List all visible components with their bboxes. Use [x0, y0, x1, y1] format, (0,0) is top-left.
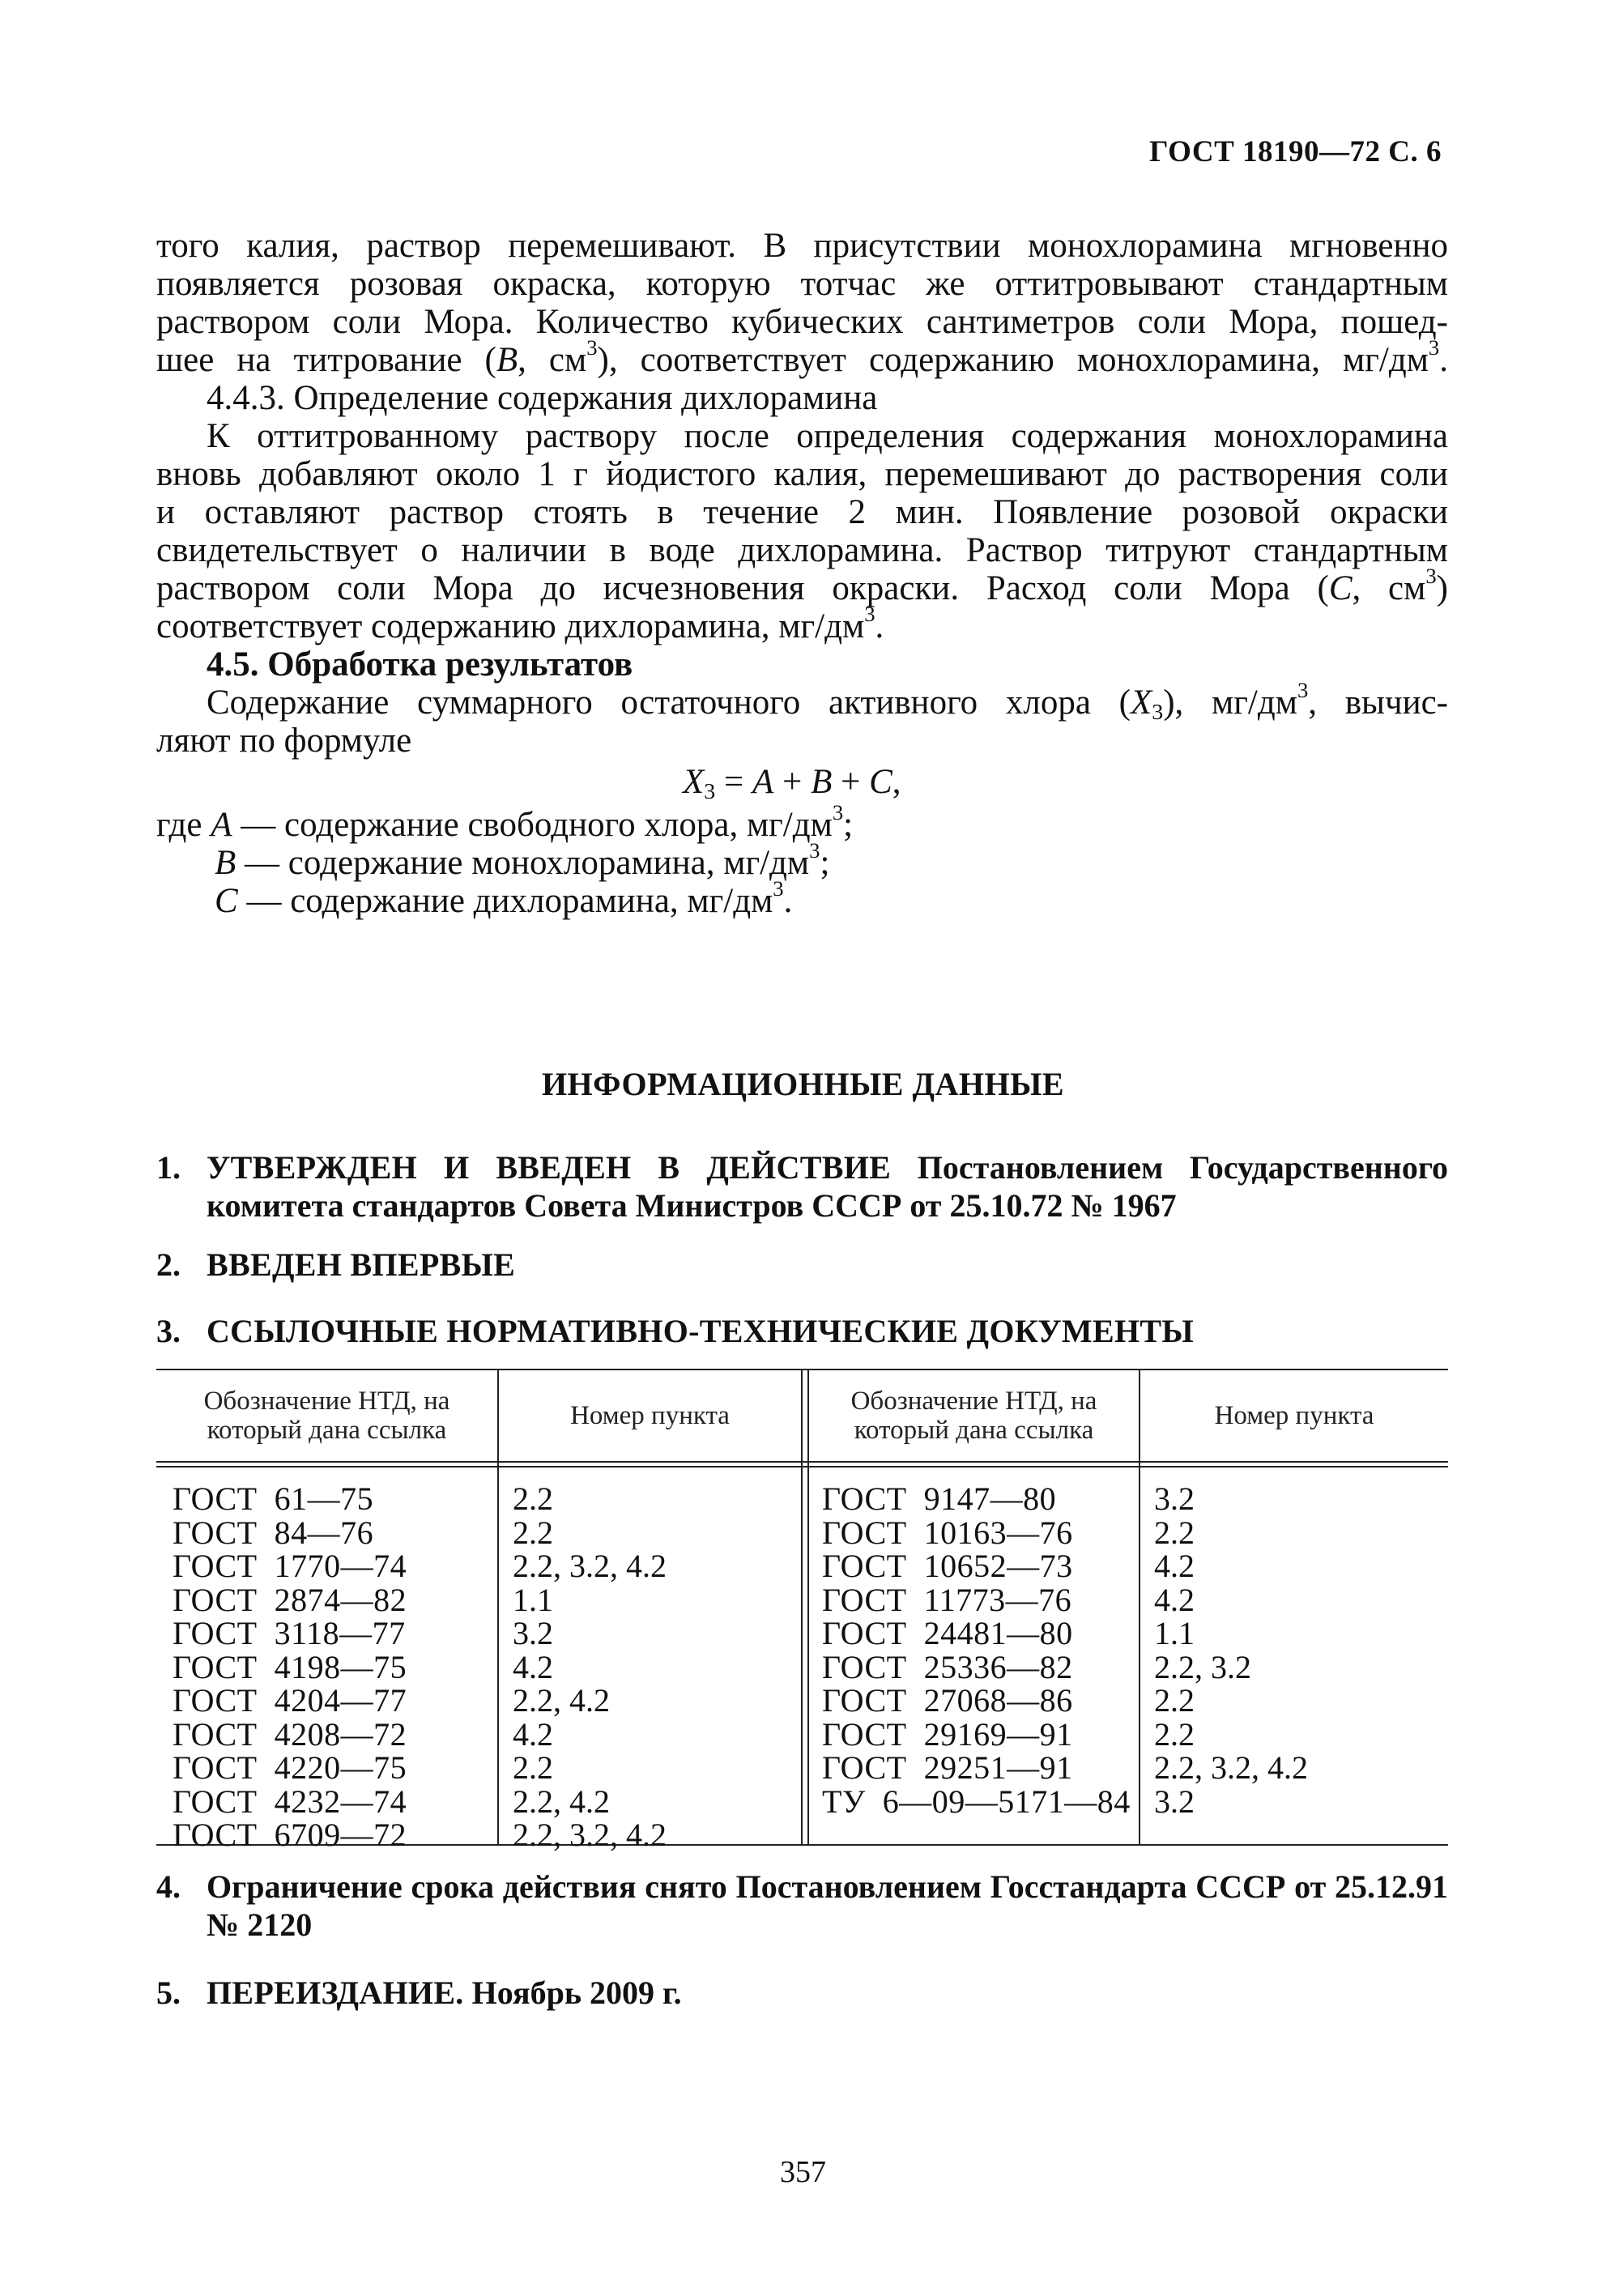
paragraph-line [156, 335, 1448, 379]
subscript: 3 [1152, 699, 1164, 725]
table-cell: ГОСТ 6709—72 [173, 1817, 407, 1853]
left-point-column [513, 1482, 667, 1852]
paragraph-line: вновь добавляют около 1 г йодистого калия, перемешивают до растворения соли [156, 455, 1448, 493]
paragraph-line [156, 678, 1448, 725]
formula-legend-b [156, 838, 1448, 882]
item-number: 3. [156, 1313, 181, 1349]
variable: A [211, 806, 232, 844]
item-text: ССЫЛОЧНЫЕ НОРМАТИВНО-ТЕХНИЧЕСКИЕ ДОКУМЕНТЫ [207, 1313, 1194, 1349]
variable: X [1130, 684, 1152, 722]
table-cell: 1.1 [513, 1581, 553, 1618]
table-cell: 2.2, 4.2 [513, 1783, 610, 1820]
text-run: раствором соли Мора до исчезновения окраски. Расход соли Мора ( [156, 569, 1329, 607]
table-cell: 2.2 [513, 1749, 553, 1786]
header-text: Номер пункта [1214, 1401, 1374, 1430]
table-cell: ГОСТ 25336—82 [822, 1648, 1073, 1685]
item-text [207, 1974, 1448, 2012]
superscript: 3 [809, 838, 820, 863]
table-cell: 3.2 [1154, 1783, 1195, 1820]
table-cell: ГОСТ 4204—77 [173, 1682, 407, 1719]
text-run: . [875, 607, 884, 645]
table-cell: 2.2 [513, 1480, 553, 1517]
running-header: ГОСТ 18190—72 С. 6 [1149, 135, 1442, 168]
table-cell: ГОСТ 3118—77 [173, 1615, 406, 1651]
text-run: + [832, 763, 870, 801]
paragraph-line: того калия, раствор перемешивают. В присутствии монохлорамина мгновенно [156, 227, 1448, 265]
text-run: ; [843, 806, 854, 844]
item-text: ВВЕДЕН ВПЕРВЫЕ [207, 1246, 516, 1283]
header-text: Номер пункта [570, 1401, 730, 1430]
table-cell: 2.2, 3.2 [1154, 1648, 1251, 1685]
formula [156, 763, 1448, 804]
formula-variable: B [811, 763, 833, 801]
text-run: соответствует содержанию дихлорамина, мг/дм [156, 607, 865, 645]
text-run: ) [1436, 569, 1448, 607]
text-run: ), мг/дм [1163, 684, 1297, 722]
info-item-2 [156, 1246, 1448, 1284]
superscript: 3 [1297, 678, 1309, 703]
text-run: — содержание дихлорамина, мг/дм [237, 882, 773, 920]
paragraph-line: ляют по формуле [156, 722, 412, 760]
text-run: , см [518, 341, 587, 379]
text-run: шее на титрование ( [156, 341, 496, 379]
superscript: 3 [864, 602, 875, 627]
table-cell: ГОСТ 4232—74 [173, 1783, 407, 1820]
reference-documents-table [156, 1369, 1448, 1853]
info-item-4 [156, 1868, 1448, 1944]
info-item-5 [156, 1974, 1448, 2012]
table-cell: ТУ 6—09—5171—84 [822, 1783, 1131, 1820]
item-text: Ограничение срока действия снято Постановлением Госстандарта СССР от 25.12.91 № 2120 [207, 1868, 1448, 1943]
header-cell-point-right [1140, 1370, 1448, 1461]
item-rest: Ноябрь 2009 г. [463, 1974, 682, 2011]
table-cell: ГОСТ 10163—76 [822, 1514, 1073, 1551]
text-run: , см [1352, 569, 1426, 607]
body-text [156, 227, 1448, 920]
item-number: 5. [156, 1974, 181, 2011]
table-cell: ГОСТ 61—75 [173, 1480, 374, 1517]
table-cell: ГОСТ 84—76 [173, 1514, 374, 1551]
text-run: — содержание монохлорамина, мг/дм [236, 844, 810, 882]
table-cell: 4.2 [513, 1648, 553, 1685]
superscript: 3 [1428, 335, 1440, 360]
header-text: Обозначение НТД, на который дана ссылка [850, 1387, 1097, 1445]
right-doc-column [822, 1482, 1131, 1818]
table-cell: ГОСТ 29251—91 [822, 1749, 1073, 1786]
table-cell: ГОСТ 29169—91 [822, 1715, 1073, 1753]
left-doc-column [173, 1482, 407, 1852]
table-cell: 1.1 [1154, 1615, 1195, 1651]
subscript: 3 [704, 778, 716, 804]
text-run: = [715, 763, 753, 801]
paragraph-line: раствором соли Мора. Количество кубических сантиметров соли Мора, пошед- [156, 303, 1448, 341]
formula-variable: X [683, 763, 705, 801]
table-cell: ГОСТ 10652—73 [822, 1548, 1073, 1584]
info-section-title: ИНФОРМАЦИОННЫЕ ДАННЫЕ [541, 1066, 1065, 1102]
text-run: . [783, 882, 793, 920]
item-rest: Постановлением Государственного комитета стандартов Совета Министров СССР от 25.10.72 № 1967 [207, 1149, 1449, 1224]
header-cell-doc-left [156, 1370, 497, 1461]
header-cell-point-left [499, 1370, 801, 1461]
table-cell: ГОСТ 9147—80 [822, 1480, 1057, 1517]
table-cell: 2.2 [1154, 1514, 1195, 1551]
item-number: 1. [156, 1149, 181, 1186]
text-run: — содержание свободного хлора, мг/дм [232, 806, 833, 844]
variable: B [496, 341, 518, 379]
table-cell: ГОСТ 4220—75 [173, 1749, 407, 1786]
info-item-3 [156, 1312, 1448, 1350]
table-cell: 2.2, 3.2, 4.2 [513, 1817, 667, 1853]
table-cell: ГОСТ 2874—82 [173, 1581, 407, 1618]
table-cell: ГОСТ 11773—76 [822, 1581, 1072, 1618]
header-text: Обозначение НТД, на который дана ссылка [203, 1387, 450, 1445]
info-item-1 [156, 1148, 1448, 1225]
table-cell: ГОСТ 1770—74 [173, 1548, 407, 1584]
variable: C [215, 882, 238, 920]
page-number: 357 [780, 2155, 826, 2189]
formula-variable: C [869, 763, 892, 801]
table-cell: ГОСТ 4198—75 [173, 1648, 407, 1685]
superscript: 3 [586, 335, 598, 360]
section-heading-4-5: 4.5. Обработка результатов [207, 645, 633, 684]
right-point-column [1154, 1482, 1308, 1818]
variable: B [215, 844, 236, 882]
table-cell: 3.2 [513, 1615, 553, 1651]
text-run: + [773, 763, 812, 801]
table-cell: ГОСТ 27068—86 [822, 1682, 1073, 1719]
text-run: ; [820, 844, 830, 882]
variable: C [1328, 569, 1353, 607]
paragraph-line: появляется розовая окраска, которую тотчас же оттитровывают стандартным [156, 265, 1448, 303]
table-cell: 2.2 [1154, 1715, 1195, 1753]
paragraph-line: К оттитрованному раствору после определения содержания монохлорамина [207, 417, 1448, 455]
text-run: где [156, 806, 211, 844]
table-cell: 4.2 [1154, 1548, 1195, 1584]
formula-legend-a [156, 800, 1448, 844]
table-cell: 3.2 [1154, 1480, 1195, 1517]
header-cell-doc-right [809, 1370, 1139, 1461]
item-caps: УТВЕРЖДЕН И ВВЕДЕН В ДЕЙСТВИЕ [207, 1149, 892, 1186]
formula-variable: A [752, 763, 774, 801]
table-cell: ГОСТ 4208—72 [173, 1715, 407, 1753]
table-cell: 4.2 [1154, 1581, 1195, 1618]
text-run: , [892, 763, 901, 801]
paragraph-line [156, 602, 1448, 645]
paragraph-line [156, 564, 1448, 607]
superscript: 3 [773, 876, 784, 901]
item-text [207, 1148, 1448, 1225]
table-cell: 4.2 [513, 1715, 553, 1753]
paragraph-line: свидетельствует о наличии в воде дихлорамина. Раствор титруют стандартным [156, 531, 1448, 569]
column-divider [801, 1370, 803, 1844]
superscript: 3 [1425, 564, 1437, 589]
item-number: 4. [156, 1868, 181, 1905]
item-number: 2. [156, 1246, 181, 1283]
table-cell: 2.2 [513, 1514, 553, 1551]
section-heading-4-4-3: 4.4.3. Определение содержания дихлорамина [207, 379, 878, 417]
text-run: , вычис- [1308, 684, 1448, 722]
table-cell: 2.2, 4.2 [513, 1682, 610, 1719]
superscript: 3 [832, 800, 844, 825]
table-cell: 2.2, 3.2, 4.2 [1154, 1749, 1308, 1786]
table-cell: 2.2 [1154, 1682, 1195, 1719]
table-cell: ГОСТ 24481—80 [822, 1615, 1073, 1651]
text-run: Содержание суммарного остаточного активного хлора ( [207, 684, 1131, 722]
item-caps: ПЕРЕИЗДАНИЕ. [207, 1974, 464, 2011]
text-run: . [1439, 341, 1448, 379]
text-run: ), соответствует содержанию монохлорамина, мг/дм [597, 341, 1429, 379]
table-cell: 2.2, 3.2, 4.2 [513, 1548, 667, 1584]
formula-legend-c [156, 876, 1448, 920]
paragraph-line: и оставляют раствор стоять в течение 2 мин. Появление розовой окраски [156, 493, 1448, 531]
